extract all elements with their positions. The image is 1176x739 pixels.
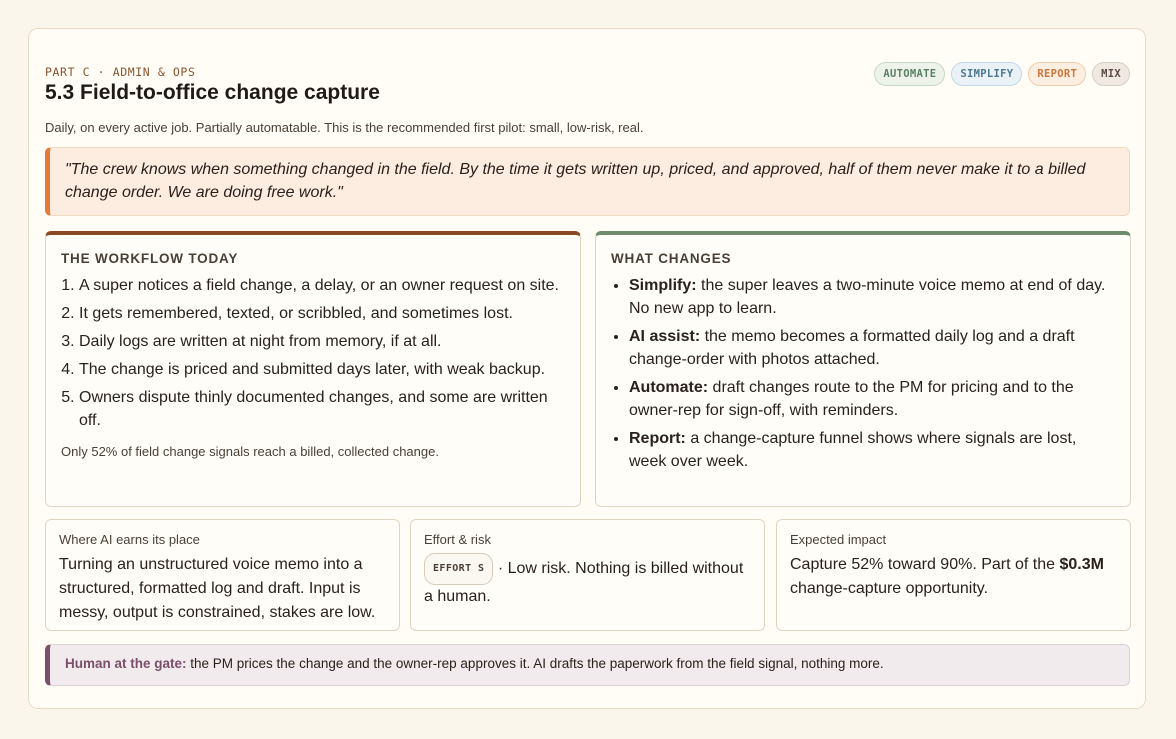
what-changes-heading: WHAT CHANGES bbox=[611, 251, 732, 266]
workflow-step: 3. Daily logs are written at night from memory, if at all. bbox=[79, 330, 565, 353]
change-item-label: Simplify: bbox=[629, 277, 697, 294]
workflow-today-panel bbox=[45, 231, 581, 507]
effort-risk-label: Effort & risk bbox=[424, 532, 491, 547]
impact-text-pre: Capture 52% toward 90%. Part of the bbox=[790, 556, 1060, 573]
workflow-step: 2. It gets remembered, texted, or scribbled, and sometimes lost. bbox=[79, 302, 565, 325]
ai-place-card bbox=[45, 519, 400, 631]
change-item-label: AI assist: bbox=[629, 328, 701, 345]
expected-impact-label: Expected impact bbox=[790, 532, 887, 547]
tag-automate: AUTOMATE bbox=[874, 62, 945, 86]
impact-value: $0.3M bbox=[1059, 556, 1104, 573]
workflow-steps-list bbox=[61, 274, 565, 432]
change-item bbox=[629, 274, 1115, 320]
change-item-text: the super leaves a two-minute voice memo at end of day. No new app to learn. bbox=[629, 277, 1106, 317]
workflow-step: 4. The change is priced and submitted days later, with weak backup. bbox=[79, 358, 565, 381]
workflow-step: 5. Owners dispute thinly documented changes, and some are written off. bbox=[79, 386, 565, 432]
effort-risk-body bbox=[424, 553, 752, 609]
change-item bbox=[629, 427, 1115, 473]
workflow-today-heading: THE WORKFLOW TODAY bbox=[61, 251, 239, 266]
change-item bbox=[629, 376, 1115, 422]
ai-place-body: Turning an unstructured voice memo into a structured, formatted log and draft. Input is messy, output is constrained, stakes are low. bbox=[59, 556, 376, 621]
what-changes-panel bbox=[595, 231, 1131, 507]
impact-text-post: change-capture opportunity. bbox=[790, 580, 989, 597]
customer-quote: "The crew knows when something changed in the field. By the time it gets written up, priced, and approved, half of them never make it to a billed change order. We are doing free work." bbox=[45, 147, 1130, 216]
section-subtitle: Daily, on every active job. Partially automatable. This is the recommended first pilot: small, low-risk, real. bbox=[45, 120, 644, 135]
what-changes-list bbox=[611, 274, 1115, 473]
effort-badge: EFFORT S bbox=[424, 553, 493, 585]
human-gate-text: the PM prices the change and the owner-rep approves it. AI drafts the paperwork from the field signal, nothing more. bbox=[186, 656, 884, 671]
tag-simplify: SIMPLIFY bbox=[951, 62, 1022, 86]
human-gate-callout bbox=[45, 644, 1130, 686]
change-item-label: Report: bbox=[629, 430, 686, 447]
change-item-text: a change-capture funnel shows where signals are lost, week over week. bbox=[629, 430, 1077, 470]
workflow-step: 1. A super notices a field change, a delay, or an owner request on site. bbox=[79, 274, 565, 297]
tag-report: REPORT bbox=[1028, 62, 1086, 86]
effort-risk-card bbox=[410, 519, 765, 631]
change-item bbox=[629, 325, 1115, 371]
section-title: 5.3 Field-to-office change capture bbox=[45, 81, 380, 104]
tag-mix: MIX bbox=[1092, 62, 1130, 86]
effort-risk-text: · Low risk. Nothing is billed without a human. bbox=[424, 560, 744, 605]
section-eyebrow: PART C · ADMIN & OPS bbox=[45, 65, 196, 79]
change-item-text: the memo becomes a formatted daily log and a draft change-order with photos attached. bbox=[629, 328, 1075, 368]
workflow-footnote: Only 52% of field change signals reach a billed, collected change. bbox=[61, 444, 439, 459]
tag-list bbox=[874, 62, 1130, 86]
human-gate-label: Human at the gate: bbox=[65, 656, 187, 671]
ai-place-label: Where AI earns its place bbox=[59, 532, 200, 547]
expected-impact-card bbox=[776, 519, 1131, 631]
change-item-label: Automate: bbox=[629, 379, 709, 396]
change-item-text: draft changes route to the PM for pricing and to the owner-rep for sign-off, with reminders. bbox=[629, 379, 1074, 419]
section-card bbox=[28, 28, 1146, 709]
expected-impact-body bbox=[790, 553, 1118, 601]
